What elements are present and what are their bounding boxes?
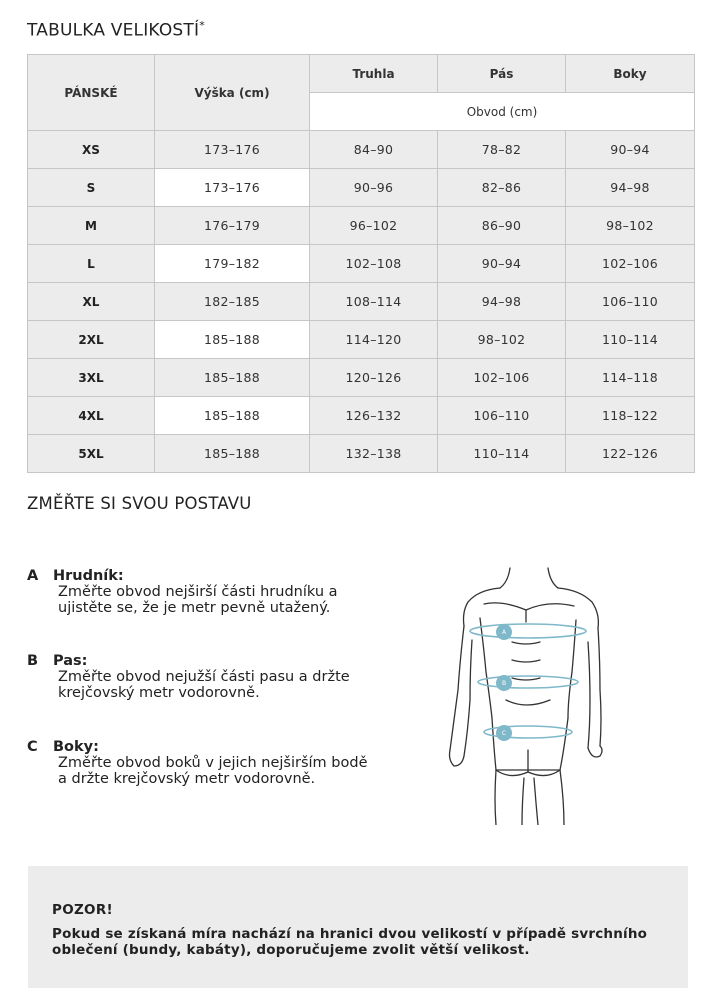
measure-name: Boky: (53, 739, 99, 755)
hips-cell: 122–126 (566, 435, 695, 473)
table-row (28, 169, 695, 207)
measure-section-title: ZMĚŘTE SI SVOU POSTAVU (27, 494, 252, 513)
hips-cell: 106–110 (566, 283, 695, 321)
hips-cell: 110–114 (566, 321, 695, 359)
table-row (28, 397, 695, 435)
figure-label-a: A (501, 629, 507, 636)
header-waist: Pás (438, 55, 566, 93)
height-cell: 185–188 (155, 397, 310, 435)
size-cell: 5XL (28, 435, 155, 473)
measure-desc: Změřte obvod nejširší části hrudníku a ujistěte se, že je metr pevně utažený. (58, 584, 338, 616)
waist-cell: 86–90 (438, 207, 566, 245)
notice-text: Pokud se získaná míra nachází na hranici dvou velikostí v případě svrchního oblečení (bundy, kabáty), doporučujeme zvolit větší velikost. (52, 926, 648, 958)
measure-letter: B (27, 653, 39, 669)
measure-item-chest (27, 568, 368, 616)
table-row (28, 321, 695, 359)
measure-letter: C (27, 739, 38, 755)
size-cell: 2XL (28, 321, 155, 359)
hips-cell: 98–102 (566, 207, 695, 245)
measure-desc: Změřte obvod boků v jejich nejširším bodě a držte krejčovský metr vodorovně. (58, 755, 368, 787)
measure-name: Pas: (53, 653, 88, 669)
size-cell: 4XL (28, 397, 155, 435)
hips-cell: 114–118 (566, 359, 695, 397)
title-footnote-mark: * (199, 19, 205, 32)
header-circumference: Obvod (cm) (310, 93, 695, 131)
measure-item-waist (27, 653, 368, 701)
height-cell: 173–176 (155, 131, 310, 169)
height-cell: 179–182 (155, 245, 310, 283)
size-cell: S (28, 169, 155, 207)
chest-cell: 108–114 (310, 283, 438, 321)
height-cell: 176–179 (155, 207, 310, 245)
chest-cell: 114–120 (310, 321, 438, 359)
height-cell: 185–188 (155, 359, 310, 397)
size-cell: XL (28, 283, 155, 321)
header-height: Výška (cm) (155, 55, 310, 131)
waist-cell: 106–110 (438, 397, 566, 435)
figure-label-c: C (501, 730, 507, 737)
figure-label-b: B (501, 680, 507, 687)
header-hips: Boky (566, 55, 695, 93)
hips-cell: 118–122 (566, 397, 695, 435)
chest-cell: 84–90 (310, 131, 438, 169)
waist-cell: 102–106 (438, 359, 566, 397)
notice-box (28, 866, 688, 988)
chest-cell: 102–108 (310, 245, 438, 283)
header-chest: Truhla (310, 55, 438, 93)
waist-cell: 110–114 (438, 435, 566, 473)
measure-letter: A (27, 568, 39, 584)
height-cell: 185–188 (155, 321, 310, 359)
waist-cell: 78–82 (438, 131, 566, 169)
table-row (28, 359, 695, 397)
height-cell: 185–188 (155, 435, 310, 473)
size-table (27, 54, 695, 473)
size-cell: XS (28, 131, 155, 169)
waist-cell: 94–98 (438, 283, 566, 321)
size-cell: 3XL (28, 359, 155, 397)
chest-cell: 96–102 (310, 207, 438, 245)
height-cell: 173–176 (155, 169, 310, 207)
height-cell: 182–185 (155, 283, 310, 321)
measure-name: Hrudník: (53, 568, 124, 584)
chest-cell: 120–126 (310, 359, 438, 397)
chest-cell: 132–138 (310, 435, 438, 473)
table-row (28, 245, 695, 283)
waist-cell: 82–86 (438, 169, 566, 207)
hips-cell: 102–106 (566, 245, 695, 283)
size-cell: L (28, 245, 155, 283)
size-table-body (28, 131, 695, 473)
measure-desc: Změřte obvod nejužší části pasu a držte krejčovský metr vodorovně. (58, 669, 350, 701)
notice-heading: POZOR! (52, 902, 113, 918)
chest-cell: 126–132 (310, 397, 438, 435)
chest-cell: 90–96 (310, 169, 438, 207)
hips-cell: 90–94 (566, 131, 695, 169)
table-row (28, 283, 695, 321)
table-row (28, 207, 695, 245)
table-row (28, 435, 695, 473)
hips-cell: 94–98 (566, 169, 695, 207)
measure-item-hips (27, 739, 368, 787)
header-size: PÁNSKÉ (28, 55, 155, 131)
page-title (27, 19, 205, 41)
table-row (28, 131, 695, 169)
body-figure-illustration (440, 560, 620, 825)
page-title-text: TABULKA VELIKOSTÍ (27, 20, 200, 41)
size-cell: M (28, 207, 155, 245)
waist-cell: 98–102 (438, 321, 566, 359)
waist-cell: 90–94 (438, 245, 566, 283)
